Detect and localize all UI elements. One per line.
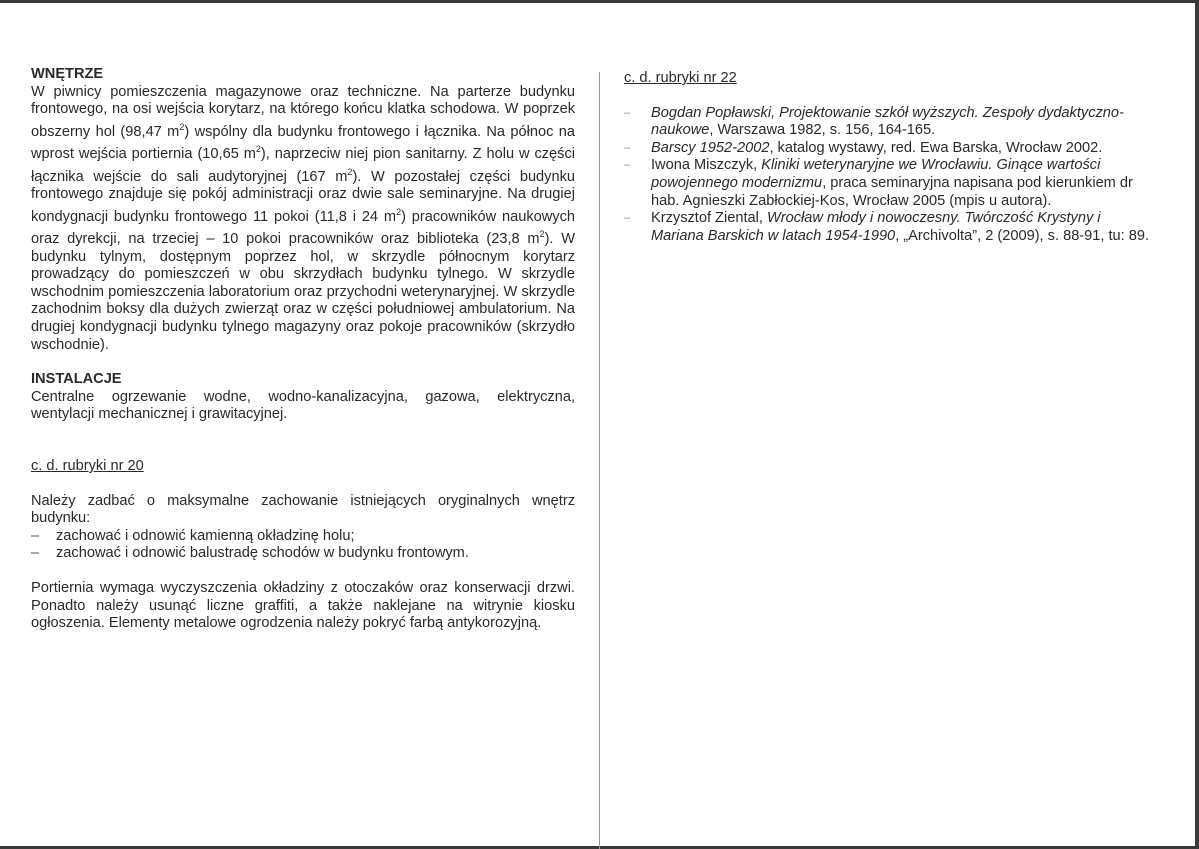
section-heading-wnetrze: WNĘTRZE (31, 66, 104, 82)
reference-item: – Barscy 1952-2002, katalog wystawy, red. Ewa Barska, Wrocław 2002. (624, 139, 1103, 156)
rubryka-20-para2: Portiernia wymaga wyczyszczenia okładziny z otoczaków oraz konserwacji drzwi. Ponadto należy usunąć liczne graffiti, a także naklejane na witrynie kiosku ogłoszenia. Elementy metalowe ogrodzenia należy pokryć farbą antykorozyjną. (31, 579, 575, 632)
instalacje-body: Centralne ogrzewanie wodne, wodno-kanalizacyjna, gazowa, elektryczna, wentylacji mechanicznej i grawitacyjnej. (31, 388, 575, 423)
dash-bullet: – (624, 106, 631, 119)
reference-item: – Bogdan Popławski, Projektowanie szkół wyższych. Zespoły dydaktyczno-naukowe, Warszawa 1982, s. 156, 164-165. (624, 104, 1124, 139)
rubryka-20-list (31, 528, 575, 563)
list-item: – zachować i odnowić balustradę schodów w budynku frontowym. (31, 545, 469, 562)
wnetrze-body: W piwnicy pomieszczenia magazynowe oraz techniczne. Na parterze budynku frontowego, na osi wejścia korytarz, na którego końcu klatka schodowa. W poprzek obszerny hol (98,47 $m^2$) wspólny dla budynku frontowego i łącznika. Na północ na wprost wejścia portiernia (10,65 $m^2$), naprzeciw niej pion sanitarny. Z holu w części łącznika wejście do sali audytoryjnej (167 $m^2$). W pozostałej części budynku frontowego znajduje się pokój administracji oraz dwie sale seminaryjne. Na drugiej kondygnacji budynku frontowego 11 pokoi (11,8 i 24 $m^2$) pracowników naukowych oraz dyrekcji, na trzeciej – 10 pokoi pracowników oraz biblioteka (23,8 $m^2$). W budynku tylnym, dostępnym poprzez hol, w skrzydle północnym korytarz prowadzący do pomieszczeń w obu skrzydłach budynku tylnego. W skrzydle wschodnim pomieszczenia laboratorium oraz przychodni weterynaryjnej. W skrzydle zachodnim boksy dla dużych zwierząt oraz w części południowej ambulatorium. Na drugiej kondygnacji budynku tylnego magazyny oraz pokoje pracowników (skrzydło wschodnie). (31, 83, 575, 353)
right-column (624, 70, 1152, 245)
section-heading-instalacje: INSTALACJE (31, 371, 122, 388)
section-title-rubryka-20: c. d. rubryki nr 20 (31, 457, 144, 474)
reference-item: – Iwona Miszczyk, Kliniki weterynaryjne we Wrocławiu. Ginące wartości powojennego modernizmu, praca seminaryjna napisana pod kierunkiem dr hab. Agnieszki Zabłockiej-Kos, Wrocław 2005 (mpis u autora). (624, 157, 1133, 209)
section-title-rubryka-22: c. d. rubryki nr 22 (624, 70, 737, 86)
dash-bullet: – (624, 159, 631, 172)
list-item: – zachować i odnowić kamienną okładzinę holu; (31, 527, 355, 544)
dash-bullet: – (31, 545, 40, 562)
rubryka-20-intro: Należy zadbać o maksymalne zachowanie istniejących oryginalnych wnętrz budynku: (31, 492, 575, 527)
dash-bullet: – (31, 527, 40, 544)
page-edge-top (0, 0, 1199, 3)
column-divider (599, 72, 600, 849)
references-list (624, 105, 1152, 246)
dash-bullet: – (624, 141, 631, 154)
left-column (31, 66, 575, 633)
reference-item: – Krzysztof Ziental, Wrocław młody i nowoczesny. Twórczość Krystyny i Mariana Barskich w latach 1954-1990, „Archivolta”, 2 (2009), s. 88-91, tu: 89. (624, 210, 1150, 244)
dash-bullet: – (624, 212, 631, 225)
page-edge-right (1195, 0, 1199, 849)
